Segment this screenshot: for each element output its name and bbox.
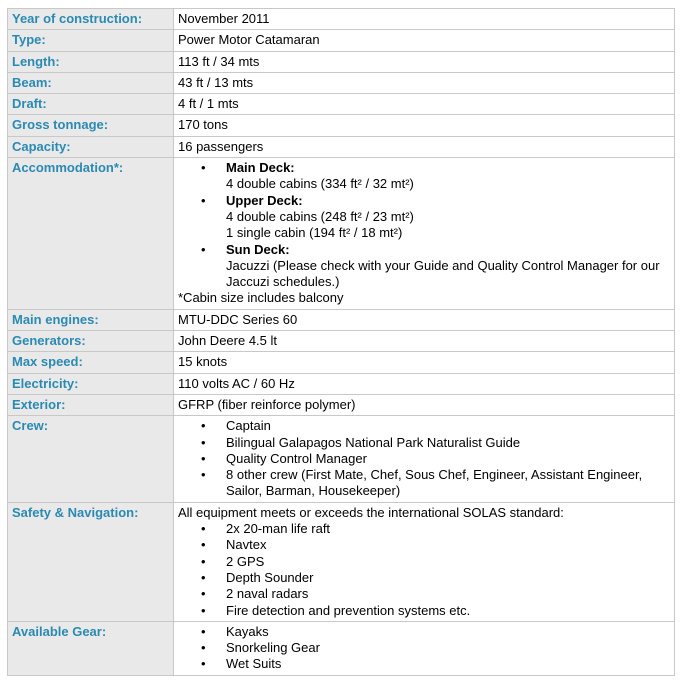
table-row-gear	[8, 621, 675, 675]
gear-value	[174, 621, 675, 675]
table-row-crew	[8, 416, 675, 502]
crew-list	[178, 418, 670, 499]
list-item: • Kayaks	[226, 624, 670, 640]
cabin-note: *Cabin size includes balcony	[178, 290, 344, 306]
list-item: • Navtex	[226, 537, 670, 553]
list-item: • Wet Suits	[226, 656, 670, 672]
list-item: • Fire detection and prevention systems etc.	[226, 603, 670, 619]
row-value: John Deere 4.5 lt	[174, 331, 675, 352]
table-row	[8, 352, 675, 373]
row-value: 4 ft / 1 mts	[174, 94, 675, 115]
row-label: Year of construction:	[8, 9, 174, 30]
list-item: • Captain	[226, 418, 670, 434]
deck-detail: 4 double cabins (334 ft² / 32 mt²)	[226, 176, 414, 192]
list-item: • Quality Control Manager	[226, 451, 670, 467]
list-item: • Depth Sounder	[226, 570, 670, 586]
table-row	[8, 94, 675, 115]
table-row-safety	[8, 502, 675, 621]
row-value: November 2011	[174, 9, 675, 30]
row-value: 16 passengers	[174, 136, 675, 157]
deck-title: Main Deck:	[226, 160, 295, 176]
list-item	[226, 160, 670, 193]
row-label: Exterior:	[8, 394, 174, 415]
row-value: 113 ft / 34 mts	[174, 51, 675, 72]
safety-list	[178, 521, 670, 619]
row-value: GFRP (fiber reinforce polymer)	[174, 394, 675, 415]
deck-detail: 4 double cabins (248 ft² / 23 mt²)	[226, 208, 414, 224]
list-item: • Bilingual Galapagos National Park Naturalist Guide	[226, 435, 670, 451]
table-row	[8, 373, 675, 394]
accommodation-list	[178, 160, 670, 290]
row-label: Length:	[8, 51, 174, 72]
list-item: • 2x 20-man life raft	[226, 521, 670, 537]
safety-intro: All equipment meets or exceeds the international SOLAS standard:	[178, 504, 564, 520]
specifications-table	[7, 8, 675, 676]
row-label: Max speed:	[8, 352, 174, 373]
deck-title: Sun Deck:	[226, 241, 290, 257]
deck-title: Upper Deck:	[226, 192, 303, 208]
row-label: Electricity:	[8, 373, 174, 394]
list-item	[226, 193, 670, 242]
row-label: Draft:	[8, 94, 174, 115]
row-label: Generators:	[8, 331, 174, 352]
row-label: Main engines:	[8, 309, 174, 330]
row-label: Beam:	[8, 72, 174, 93]
table-row	[8, 72, 675, 93]
deck-detail: Jacuzzi (Please check with your Guide and Quality Control Manager for our Jaccuzi schedules.)	[226, 257, 660, 290]
row-label: Gross tonnage:	[8, 115, 174, 136]
crew-value	[174, 416, 675, 502]
row-value: Power Motor Catamaran	[174, 30, 675, 51]
table-row	[8, 394, 675, 415]
row-value: 170 tons	[174, 115, 675, 136]
list-item: • 2 GPS	[226, 554, 670, 570]
table-row-accommodation	[8, 158, 675, 310]
list-item	[226, 242, 670, 291]
gear-list	[178, 624, 670, 673]
row-label: Capacity:	[8, 136, 174, 157]
row-label: Safety & Navigation:	[8, 502, 174, 621]
list-item: • Snorkeling Gear	[226, 640, 670, 656]
accommodation-value	[174, 158, 675, 310]
row-label: Crew:	[8, 416, 174, 502]
table-row	[8, 331, 675, 352]
row-value: 43 ft / 13 mts	[174, 72, 675, 93]
row-label: Type:	[8, 30, 174, 51]
table-row	[8, 115, 675, 136]
table-row	[8, 30, 675, 51]
spec-sheet	[7, 8, 675, 676]
deck-detail: 1 single cabin (194 ft² / 18 mt²)	[226, 225, 403, 241]
table-row	[8, 9, 675, 30]
row-label: Accommodation*:	[8, 158, 174, 310]
row-value: 15 knots	[174, 352, 675, 373]
list-item: • 2 naval radars	[226, 586, 670, 602]
row-value: 110 volts AC / 60 Hz	[174, 373, 675, 394]
safety-value	[174, 502, 675, 621]
table-row	[8, 309, 675, 330]
table-row	[8, 51, 675, 72]
row-value: MTU-DDC Series 60	[174, 309, 675, 330]
list-item: • 8 other crew (First Mate, Chef, Sous Chef, Engineer, Assistant Engineer, Sailor, Barman, Housekeeper)	[226, 467, 670, 500]
table-row	[8, 136, 675, 157]
row-label: Available Gear:	[8, 621, 174, 675]
